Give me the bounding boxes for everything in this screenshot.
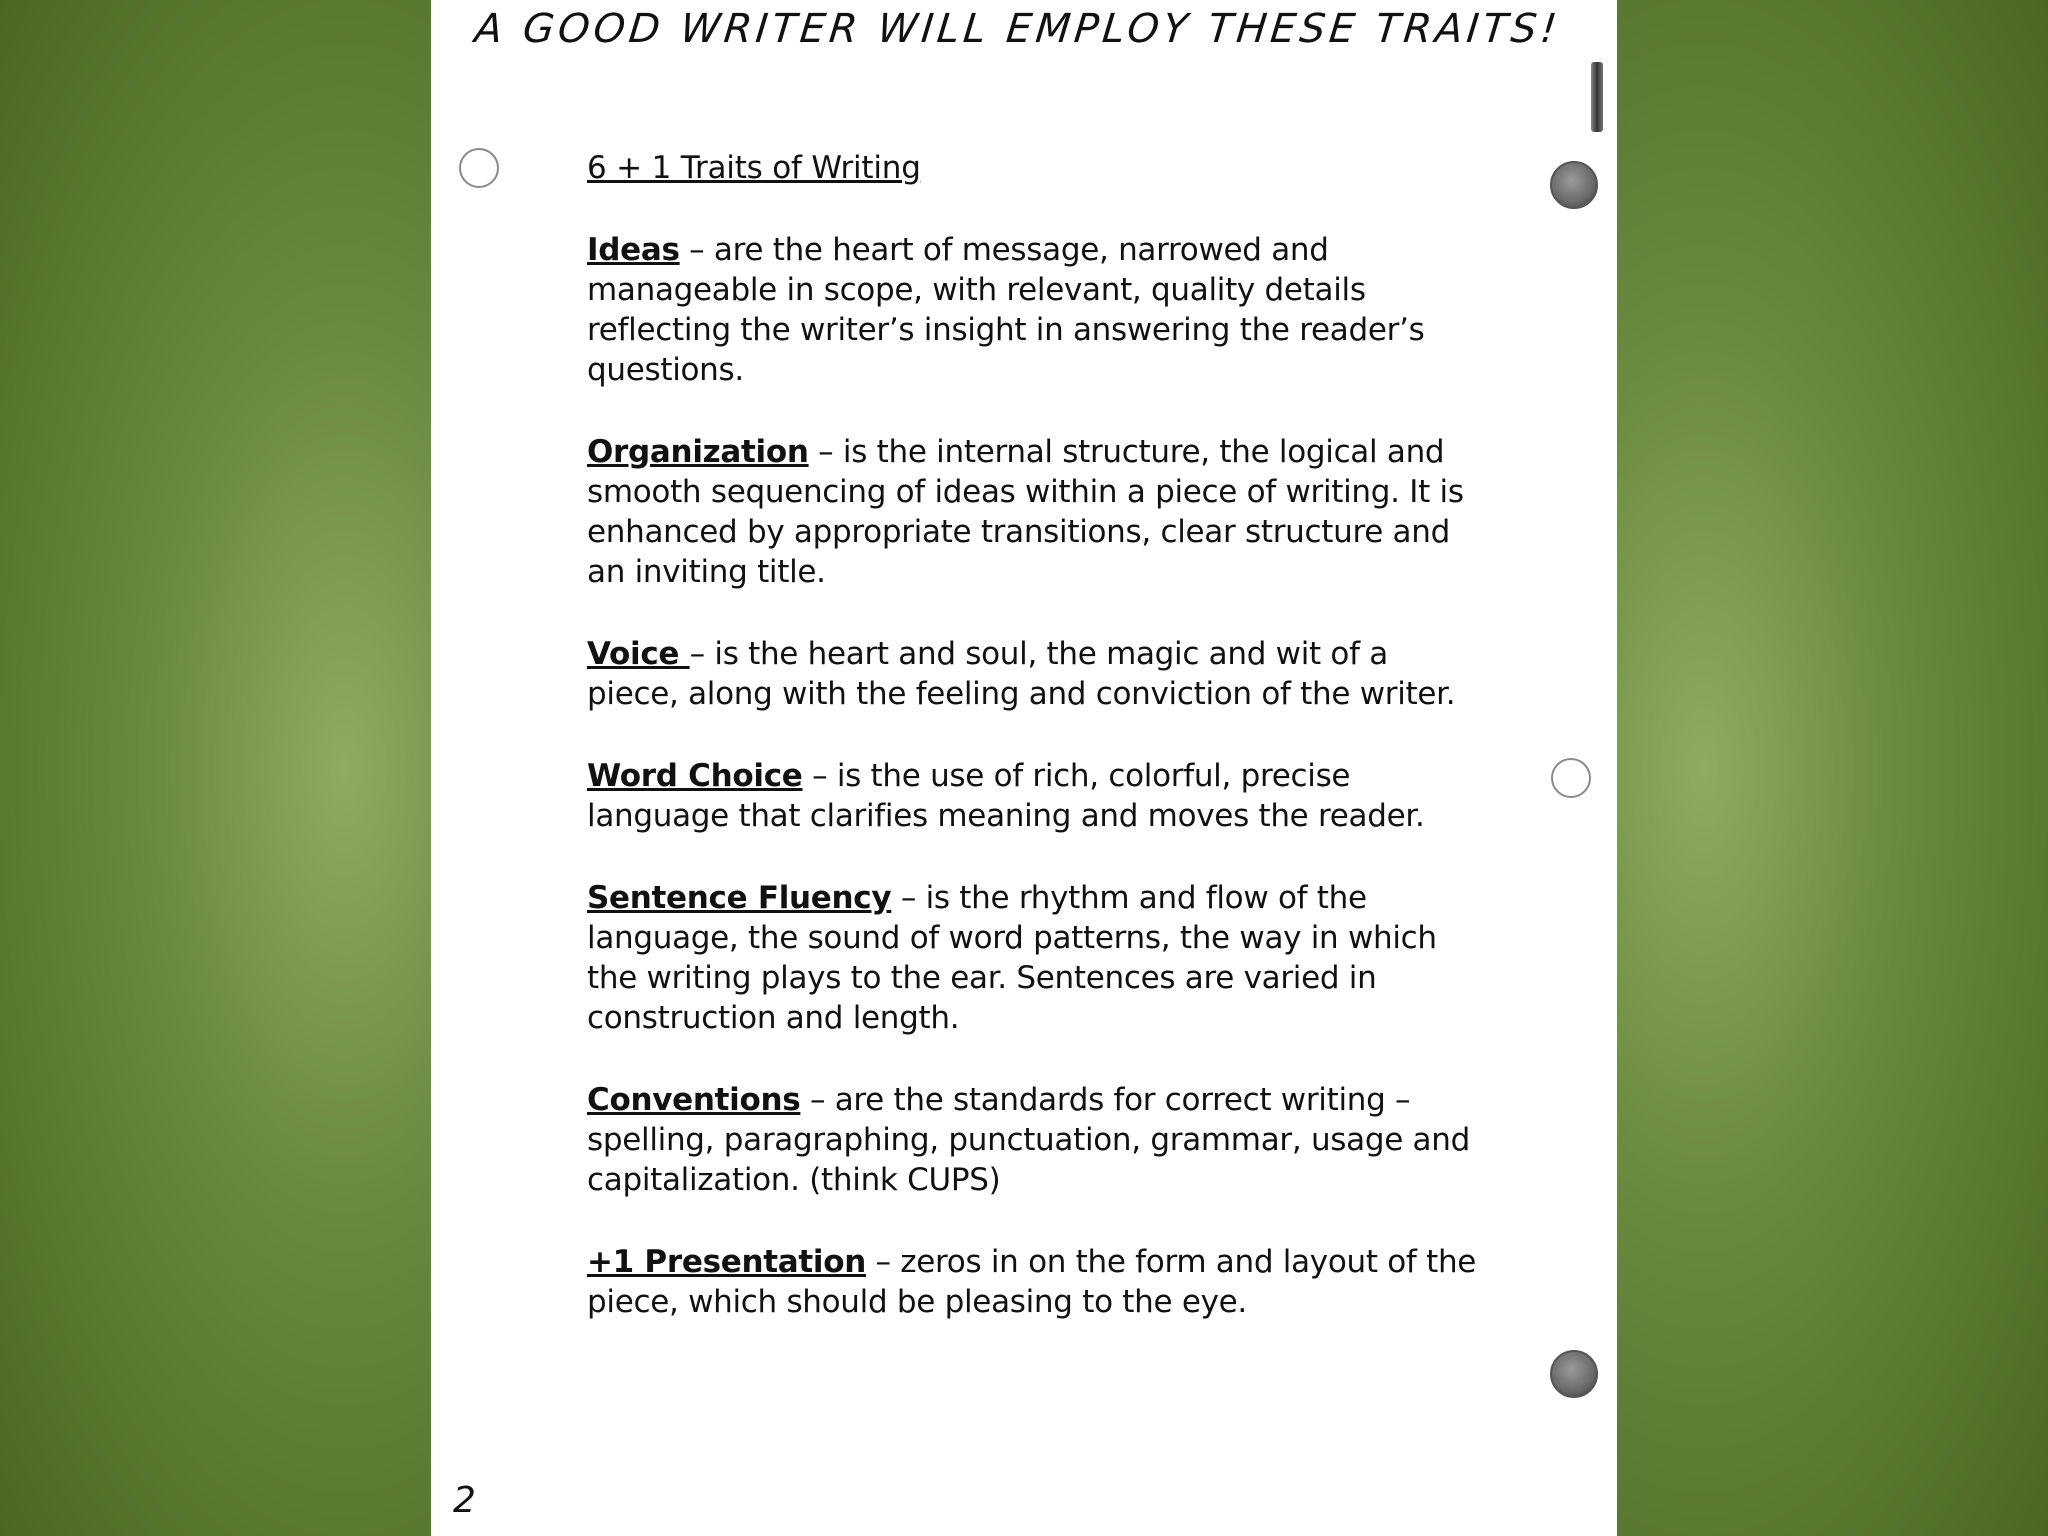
document-title: 6 + 1 Traits of Writing (587, 150, 921, 186)
punch-hole-icon (1550, 161, 1598, 209)
trait-ideas (587, 230, 1487, 390)
trait-description: – zeros in on the form and layout of the piece, which should be pleasing to the eye. (587, 1244, 1477, 1320)
background-left (0, 0, 431, 1536)
punch-hole-icon (459, 148, 499, 188)
trait-description: – is the rhythm and flow of the language, the sound of word patterns, the way in which the writing plays to the ear. Sentences are varied in construction and length. (587, 880, 1437, 1036)
scanned-page (431, 0, 1617, 1536)
trait-presentation (587, 1242, 1487, 1322)
trait-organization (587, 432, 1487, 592)
trait-name: +1 Presentation (587, 1244, 866, 1280)
trait-name: Sentence Fluency (587, 880, 892, 916)
trait-description: – is the heart and soul, the magic and wit of a piece, along with the feeling and conviction of the writer. (587, 636, 1456, 712)
trait-description: – are the standards for correct writing – spelling, paragraphing, punctuation, grammar, usage and capitalization. (think CUPS) (587, 1082, 1470, 1198)
trait-name: Voice (587, 636, 690, 672)
handwritten-note: A GOOD WRITER WILL EMPLOY THESE TRAITS! (472, 6, 1563, 52)
punch-hole-icon (1551, 758, 1591, 798)
trait-voice (587, 634, 1487, 714)
trait-name: Ideas (587, 232, 680, 268)
trait-description: – is the use of rich, colorful, precise language that clarifies meaning and moves the reader. (587, 758, 1425, 834)
trait-name: Conventions (587, 1082, 801, 1118)
trait-name: Word Choice (587, 758, 803, 794)
trait-description: – is the internal structure, the logical and smooth sequencing of ideas within a piece of writing. It is enhanced by appropriate transitions, clear structure and an inviting title. (587, 434, 1464, 590)
trait-description: – are the heart of message, narrowed and manageable in scope, with relevant, quality details reflecting the writer’s insight in answering the reader’s questions. (587, 232, 1425, 388)
background-right (1617, 0, 2048, 1536)
page-number: 2 (453, 1480, 476, 1521)
traits-document (587, 150, 1487, 1364)
scan-artifact (1591, 62, 1603, 132)
trait-name: Organization (587, 434, 809, 470)
trait-sentence-fluency (587, 878, 1487, 1038)
punch-hole-icon (1550, 1350, 1598, 1398)
trait-word-choice (587, 756, 1487, 836)
trait-conventions (587, 1080, 1487, 1200)
